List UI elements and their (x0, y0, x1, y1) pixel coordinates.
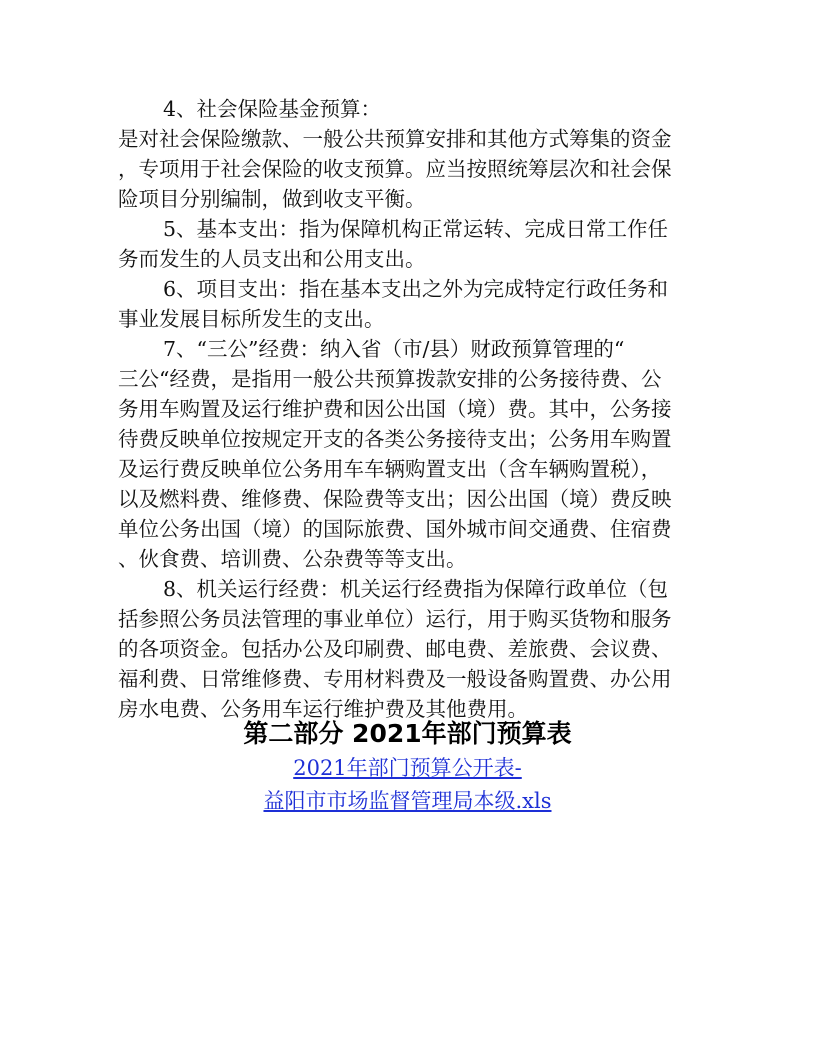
paragraph-line: 单位公务出国（境）的国际旅费、国外城市间交通费、住宿费 (118, 517, 672, 541)
paragraph-line: 的各项资金。包括办公及印刷费、邮电费、差旅费、会议费、 (118, 637, 672, 661)
paragraph-line: 以及燃料费、维修费、保险费等支出；因公出国（境）费反映 (118, 487, 672, 511)
paragraph-line: 事业发展目标所发生的支出。 (118, 307, 385, 331)
budget-table-link-line2[interactable]: 益阳市市场监督管理局本级.xls (263, 789, 552, 813)
paragraph-line: 务用车购置及运行维护费和因公出国（境）费。其中，公务接 (118, 397, 672, 421)
paragraph-line: 福利费、日常维修费、专用材料费及一般设备购置费、办公用 (118, 667, 672, 691)
paragraph-line: 、伙食费、培训费、公杂费等等支出。 (118, 547, 467, 571)
part-two-title: 第二部分 2021年部门预算表 (243, 719, 572, 748)
heading-social-insurance-budget: 4、社会保险基金预算： (163, 97, 382, 121)
paragraph-line: ，专项用于社会保险的收支预算。应当按照统筹层次和社会保 (118, 157, 672, 181)
paragraph-basic-expenditure: 5、基本支出：指为保障机构正常运转、完成日常工作任 (163, 217, 669, 241)
paragraph-line: 险项目分别编制，做到收支平衡。 (118, 187, 426, 211)
budget-table-link-line1[interactable]: 2021年部门预算公开表- (293, 756, 522, 780)
paragraph-line: 房水电费、公务用车运行维护费及其他费用。 (118, 697, 528, 721)
paragraph-project-expenditure: 6、项目支出：指在基本支出之外为完成特定行政任务和 (163, 277, 669, 301)
paragraph-line: 括参照公务员法管理的事业单位）运行，用于购买货物和服务 (118, 607, 672, 631)
paragraph-line: 三公“经费，是指用一般公共预算拨款安排的公务接待费、公 (118, 367, 662, 391)
paragraph-line: 待费反映单位按规定开支的各类公务接待支出；公务用车购置 (118, 427, 672, 451)
paragraph-agency-operating-funds: 8、机关运行经费：机关运行经费指为保障行政单位（包 (163, 577, 669, 601)
paragraph-line: 是对社会保险缴款、一般公共预算安排和其他方式筹集的资金 (118, 127, 672, 151)
paragraph-three-public-funds: 7、“三公”经费：纳入省（市/县）财政预算管理的“ (163, 337, 625, 361)
paragraph-line: 务而发生的人员支出和公用支出。 (118, 247, 426, 271)
paragraph-line: 及运行费反映单位公务用车车辆购置支出（含车辆购置税）， (118, 457, 662, 481)
